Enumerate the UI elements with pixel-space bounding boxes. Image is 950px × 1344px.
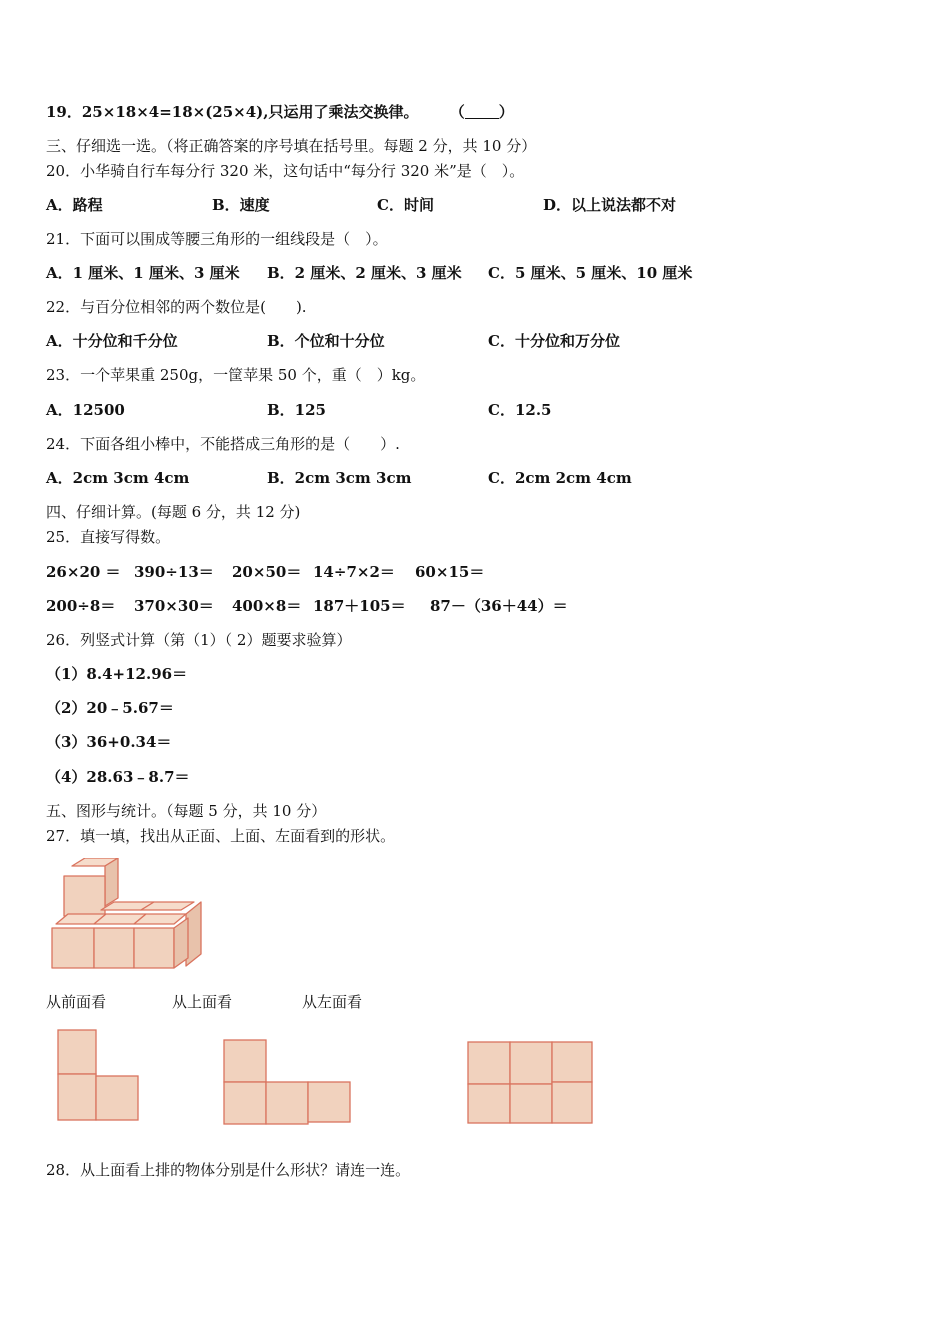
q20-option-a[interactable]: A．路程 xyxy=(46,196,103,214)
view-label-left: 从左面看 xyxy=(302,993,363,1011)
q20-option-b[interactable]: B．速度 xyxy=(212,196,270,214)
question-27: 27．填一填，找出从正面、上面、左面看到的形状。 xyxy=(46,827,396,845)
question-21: 21．下面可以围成等腰三角形的一组线段是（ ）。 xyxy=(46,230,388,248)
cube-stack-figure xyxy=(46,858,206,973)
calc-item: 20×50＝ xyxy=(232,563,302,581)
question-19-text: 19．25×18×4=18×(25×4),只运用了乘法交换律。 xyxy=(46,103,419,121)
calc-item: 370×30＝ xyxy=(134,597,214,615)
q21-option-c[interactable]: C．5 厘米、5 厘米、10 厘米 xyxy=(488,264,693,282)
vertical-calc-3: （3）36+0.34＝ xyxy=(46,733,172,751)
question-23: 23．一个苹果重 250g，一筐苹果 50 个，重（ ）kg。 xyxy=(46,366,426,384)
section-3-heading: 三、仔细选一选。（将正确答案的序号填在括号里。每题 2 分，共 10 分） xyxy=(46,137,537,155)
q22-option-c[interactable]: C．十分位和万分位 xyxy=(488,332,620,350)
calc-item: 87－（36＋44）＝ xyxy=(430,597,568,615)
answer-paren-close: ） xyxy=(498,103,514,121)
q20-option-c[interactable]: C．时间 xyxy=(377,196,434,214)
vertical-calc-4: （4）28.63﹣8.7＝ xyxy=(46,768,190,786)
answer-paren-open: （ xyxy=(449,103,465,121)
view-shape-3 xyxy=(466,1040,596,1126)
view-label-top: 从上面看 xyxy=(172,993,233,1011)
q21-option-a[interactable]: A．1 厘米、1 厘米、3 厘米 xyxy=(46,264,240,282)
calc-item: 26×20 ＝ xyxy=(46,563,121,581)
vertical-calc-1: （1）8.4+12.96＝ xyxy=(46,665,188,683)
calc-item: 200÷8＝ xyxy=(46,597,116,615)
q20-option-d[interactable]: D．以上说法都不对 xyxy=(543,196,677,214)
question-24: 24．下面各组小棒中，不能搭成三角形的是（ ）. xyxy=(46,435,400,453)
section-5-heading: 五、图形与统计。（每题 5 分，共 10 分） xyxy=(46,802,327,820)
question-20: 20．小华骑自行车每分行 320 米，这句话中“每分行 320 米”是（ ）。 xyxy=(46,162,525,180)
view-label-front: 从前面看 xyxy=(46,993,107,1011)
question-28: 28．从上面看上排的物体分别是什么形状？请连一连。 xyxy=(46,1161,411,1179)
calc-item: 390÷13＝ xyxy=(134,563,214,581)
q24-option-c[interactable]: C．2cm 2cm 4cm xyxy=(488,469,632,487)
q23-option-c[interactable]: C．12.5 xyxy=(488,401,552,419)
section-4-heading: 四、仔细计算。(每题 6 分，共 12 分) xyxy=(46,503,301,521)
question-26: 26．列竖式计算（第（1）（ 2）题要求验算） xyxy=(46,631,352,649)
question-19 xyxy=(46,102,514,122)
question-25: 25．直接写得数。 xyxy=(46,528,171,546)
answer-blank[interactable] xyxy=(465,104,499,119)
question-22: 22．与百分位相邻的两个数位是( ). xyxy=(46,298,307,316)
q24-option-a[interactable]: A．2cm 3cm 4cm xyxy=(46,469,190,487)
q23-option-b[interactable]: B．125 xyxy=(267,401,326,419)
q24-option-b[interactable]: B．2cm 3cm 3cm xyxy=(267,469,412,487)
calc-item: 187＋105＝ xyxy=(313,597,406,615)
calc-item: 400×8＝ xyxy=(232,597,302,615)
q22-option-b[interactable]: B．个位和十分位 xyxy=(267,332,385,350)
view-shape-2 xyxy=(222,1038,354,1126)
q21-option-b[interactable]: B．2 厘米、2 厘米、3 厘米 xyxy=(267,264,462,282)
calc-item: 60×15＝ xyxy=(415,563,485,581)
q22-option-a[interactable]: A．十分位和千分位 xyxy=(46,332,178,350)
q23-option-a[interactable]: A．12500 xyxy=(46,401,125,419)
calc-item: 14÷7×2＝ xyxy=(313,563,395,581)
view-shape-1 xyxy=(56,1028,142,1124)
vertical-calc-2: （2）20﹣5.67＝ xyxy=(46,699,174,717)
